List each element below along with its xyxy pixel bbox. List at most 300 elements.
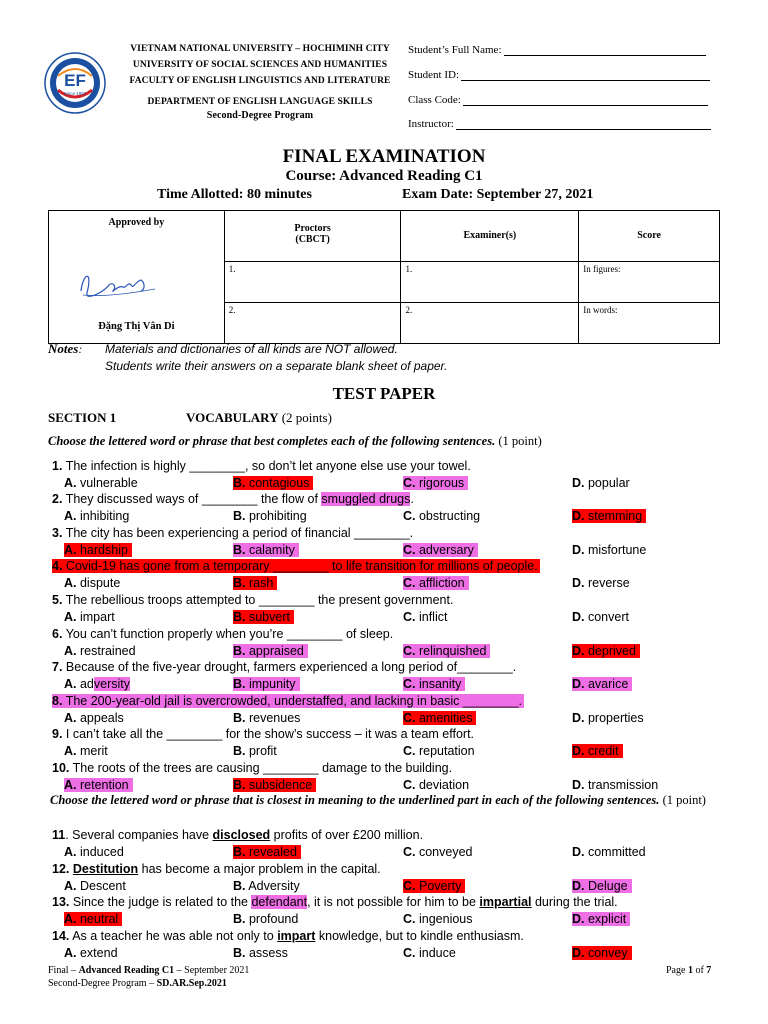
question-1 [52, 458, 471, 474]
question-stem: knowledge, but to kindle enthusiasm. [315, 929, 524, 943]
option-1-a[interactable] [64, 475, 138, 491]
question-5 [52, 592, 453, 608]
question-number: 2. [52, 492, 63, 506]
option-11-b[interactable] [233, 844, 301, 860]
option-text: appraised [248, 644, 304, 658]
question-stem: They discussed ways of ________ the flow of [65, 492, 322, 506]
option-10-c[interactable] [403, 777, 469, 793]
option-highlight [233, 677, 300, 691]
question-number: 13. [52, 895, 70, 909]
student-name-label: Student’s Full Name: [408, 44, 502, 56]
instruction-1-points: (1 point) [498, 434, 542, 448]
option-letter: D. [572, 576, 585, 590]
option-letter: A. [64, 543, 77, 557]
test-paper-title: TEST PAPER [332, 384, 436, 403]
option-text: subsidence [248, 778, 313, 792]
option-letter: D. [572, 644, 585, 658]
option-13-d[interactable] [572, 911, 630, 927]
option-11-a[interactable] [64, 844, 124, 860]
option-6-a[interactable] [64, 643, 136, 659]
option-5-a[interactable] [64, 609, 115, 625]
instructor-label: Instructor: [408, 118, 454, 130]
option-text: committed [587, 845, 646, 859]
option-13-c[interactable] [403, 911, 473, 927]
footer-l1-course: Advanced Reading C1 [78, 965, 175, 976]
page-current: 1 [687, 965, 693, 976]
option-text: retention [79, 778, 129, 792]
option-14-a[interactable] [64, 945, 118, 961]
option-text: Deluge [587, 879, 628, 893]
option-text: rigorous [418, 476, 465, 490]
option-letter: B. [233, 644, 246, 658]
option-2-b[interactable] [233, 508, 307, 524]
option-text: inflict [418, 610, 448, 624]
option-letter: B. [233, 946, 246, 960]
underlined-term: impartial [479, 895, 532, 909]
option-highlight [403, 576, 469, 590]
option-letter: A. [64, 711, 77, 725]
section-label: SECTION 1 [48, 410, 117, 425]
instruction-1 [48, 434, 542, 449]
option-highlight [572, 946, 632, 960]
option-1-d[interactable] [572, 475, 630, 491]
option-highlight [233, 476, 313, 490]
option-text: reputation [418, 744, 475, 758]
question-stem: Since the judge is related to the [72, 895, 252, 909]
option-letter: A. [64, 912, 77, 926]
option-text: relinquished [418, 644, 487, 658]
option-letter: B. [233, 711, 246, 725]
option-9-b[interactable] [233, 743, 277, 759]
question-number: 12. [52, 862, 70, 876]
option-5-c[interactable] [403, 609, 447, 625]
option-8-d[interactable] [572, 710, 644, 726]
question-stem: Because of the five-year drought, farmers experienced a long period of________. [65, 660, 517, 674]
question-number: 14. [52, 929, 70, 943]
question-number: 9. [52, 727, 63, 741]
option-letter: A. [64, 845, 77, 859]
option-letter: B. [233, 912, 246, 926]
question-stem-highlight: smuggled drugs [321, 492, 411, 506]
option-highlight [403, 644, 490, 658]
underlined-term: disclosed [212, 828, 271, 842]
option-letter: D. [572, 778, 585, 792]
option-text: stemming [587, 509, 643, 523]
option-letter: B. [233, 610, 246, 624]
question-stem: I can’t take all the ________ for the show’s success – it was a team effort. [65, 727, 475, 741]
option-letter: A. [64, 677, 77, 691]
option-text: convey [587, 946, 628, 960]
option-highlight [572, 879, 632, 893]
option-text: dispute [79, 576, 121, 590]
option-letter: C. [403, 476, 416, 490]
option-text: Poverty [418, 879, 462, 893]
question-stem: You can’t function properly when you’re ________ of sleep. [65, 627, 394, 641]
question-3 [52, 525, 413, 541]
option-letter: C. [403, 509, 416, 523]
option-highlight [64, 778, 133, 792]
question-10 [52, 760, 452, 776]
option-7-b[interactable] [233, 676, 300, 692]
option-highlight [233, 576, 277, 590]
header-program: Second-Degree Program [206, 110, 314, 121]
option-text: calamity [248, 543, 295, 557]
option-text: conveyed [418, 845, 473, 859]
option-text: misfortune [587, 543, 647, 557]
option-1-b[interactable] [233, 475, 313, 491]
option-text: deprived [587, 644, 636, 658]
score-in-figures[interactable]: In figures: [579, 261, 720, 303]
examiners-header: Examiner(s) [401, 211, 579, 262]
option-highlight [572, 644, 640, 658]
option-text: neutral [79, 912, 119, 926]
underlined-term: Destitution [72, 862, 139, 876]
section-name: VOCABULARY [186, 410, 279, 425]
option-text: avarice [587, 677, 629, 691]
question-6 [52, 626, 393, 642]
instruction-2-points: (1 point) [662, 793, 706, 807]
option-text: rash [248, 576, 274, 590]
question-2 [52, 491, 414, 507]
question-number: 6. [52, 627, 63, 641]
option-highlight [572, 912, 630, 926]
option-3-b[interactable] [233, 542, 299, 558]
question-stem: during the trial. [531, 895, 618, 909]
option-letter: A. [64, 778, 77, 792]
option-letter: B. [233, 778, 246, 792]
option-letter: C. [403, 543, 416, 557]
option-12-c[interactable] [403, 878, 465, 894]
option-text: Adversity [248, 879, 300, 893]
section-points: (2 points) [281, 410, 332, 425]
option-2-c[interactable] [403, 508, 480, 524]
option-letter: C. [403, 677, 416, 691]
option-10-a[interactable] [64, 777, 133, 793]
question-stem: . [410, 492, 414, 506]
page-number [666, 965, 711, 976]
option-4-d[interactable] [572, 575, 630, 591]
option-text: contagious [248, 476, 310, 490]
option-text: restrained [79, 644, 136, 658]
option-text: subvert [248, 610, 290, 624]
question-number: 10. [52, 761, 70, 775]
instruction-2 [50, 793, 718, 808]
section-name-row [186, 410, 332, 426]
notes-label-row: Notes: [48, 341, 83, 356]
question-number: 4. [52, 559, 63, 573]
proctors-header [224, 211, 401, 262]
question-number: 7. [52, 660, 63, 674]
question-13 [52, 894, 618, 910]
option-4-c[interactable] [403, 575, 469, 591]
option-5-b[interactable] [233, 609, 294, 625]
option-11-c[interactable] [403, 844, 473, 860]
course-title: Course: Advanced Reading C1 [285, 168, 483, 184]
option-4-b[interactable] [233, 575, 277, 591]
option-text: prohibiting [248, 509, 307, 523]
university-logo [44, 52, 106, 114]
question-8 [52, 693, 524, 709]
question-stem-highlight: defendant [251, 895, 308, 909]
option-letter: D. [572, 610, 585, 624]
option-6-b[interactable] [233, 643, 308, 659]
option-text: ad [79, 677, 94, 691]
option-letter: C. [403, 912, 416, 926]
option-highlight [403, 476, 468, 490]
option-highlight [233, 778, 316, 792]
option-text: vulnerable [79, 476, 138, 490]
option-1-c[interactable] [403, 475, 468, 491]
option-letter: A. [64, 509, 77, 523]
score-in-words[interactable]: In words: [579, 303, 720, 344]
option-letter: D. [572, 711, 585, 725]
examiner-2[interactable]: 2. [401, 303, 579, 344]
instructor-field[interactable] [408, 118, 711, 130]
option-7-d[interactable] [572, 676, 632, 692]
question-stem: The infection is highly ________, so don’t let anyone else use your towel. [65, 459, 471, 473]
option-14-d[interactable] [572, 945, 632, 961]
question-12 [52, 861, 381, 877]
option-letter: A. [64, 476, 77, 490]
option-text: ingenious [418, 912, 473, 926]
option-11-d[interactable] [572, 844, 646, 860]
option-text: amenities [418, 711, 473, 725]
option-text: impart [79, 610, 115, 624]
option-text: explicit [587, 912, 627, 926]
option-text: hardship [79, 543, 128, 557]
examiner-1[interactable]: 1. [401, 261, 579, 303]
notes-line-1: Materials and dictionaries of all kinds are NOT allowed. [105, 342, 398, 356]
option-letter: A. [64, 576, 77, 590]
time-allotted: Time Allotted: 80 minutes [157, 187, 312, 202]
class-code-label: Class Code: [408, 94, 461, 106]
question-9 [52, 726, 474, 742]
option-14-c[interactable] [403, 945, 456, 961]
option-text: transmission [587, 778, 659, 792]
option-text: revealed [248, 845, 297, 859]
option-letter: B. [233, 677, 246, 691]
notes-line-2: Students write their answers on a separate blank sheet of paper. [105, 359, 448, 373]
question-number: 3. [52, 526, 63, 540]
question-number: 11 [52, 828, 66, 842]
underlined-term: impart [277, 929, 316, 943]
footer-l2-code: SD.AR.Sep.2021 [156, 978, 227, 989]
option-highlight [64, 543, 132, 557]
option-letter: C. [403, 946, 416, 960]
approver-name: Đặng Thị Vân Di [98, 321, 175, 332]
option-3-a[interactable] [64, 542, 132, 558]
proctor-2[interactable]: 2. [224, 303, 401, 344]
question-stem-highlight [52, 559, 540, 573]
header-university-2: UNIVERSITY OF SOCIAL SCIENCES AND HUMANITIES [132, 60, 388, 70]
option-14-b[interactable] [233, 945, 288, 961]
option-highlight [403, 711, 476, 725]
option-letter: B. [233, 509, 246, 523]
option-highlight [233, 845, 301, 859]
option-4-a[interactable] [64, 575, 120, 591]
option-letter: D. [572, 946, 585, 960]
option-letter: C. [403, 744, 416, 758]
option-10-b[interactable] [233, 777, 316, 793]
option-5-d[interactable] [572, 609, 629, 625]
notes-label: Notes [48, 341, 79, 356]
instruction-2-text: Choose the lettered word or phrase that is closest in meaning to the underlined part in each of the following sentences. [50, 793, 660, 807]
option-letter: D. [572, 543, 585, 557]
option-letter: C. [403, 576, 416, 590]
question-stem: The 200-year-old jail is overcrowded, understaffed, and lacking in basic ________. [65, 694, 522, 708]
option-7-c[interactable] [403, 676, 465, 692]
option-text: convert [587, 610, 629, 624]
option-letter: D. [572, 879, 585, 893]
student-id-label: Student ID: [408, 69, 460, 81]
option-text: profound [248, 912, 299, 926]
option-3-d[interactable] [572, 542, 646, 558]
page-total: 7 [706, 965, 712, 976]
signature [73, 263, 163, 303]
option-letter: A. [64, 610, 77, 624]
option-letter: D. [572, 476, 585, 490]
option-text: inhibiting [79, 509, 130, 523]
option-text: credit [587, 744, 619, 758]
question-stem: The city has been experiencing a period of financial ________. [65, 526, 414, 540]
footer-l1-pre: Final – [48, 965, 79, 976]
option-letter: C. [403, 610, 416, 624]
question-stem: has become a major problem in the capital. [138, 862, 381, 876]
option-letter: B. [233, 476, 246, 490]
option-highlight [233, 644, 308, 658]
student-name-field[interactable] [408, 44, 706, 56]
page-pre: Page [666, 965, 688, 976]
option-3-c[interactable] [403, 542, 478, 558]
class-code-field[interactable] [408, 94, 708, 106]
question-4 [52, 558, 540, 574]
option-8-c[interactable] [403, 710, 476, 726]
option-letter: D. [572, 509, 585, 523]
option-text: reverse [587, 576, 630, 590]
option-letter: C. [403, 644, 416, 658]
score-header: Score [579, 211, 720, 262]
exam-date: Exam Date: September 27, 2021 [402, 187, 594, 202]
approved-by-label: Approved by [108, 217, 165, 228]
option-text: insanity [418, 677, 462, 691]
question-stem: Covid-19 has gone from a temporary ________ to life transition for millions of people. [65, 559, 538, 573]
option-12-d[interactable] [572, 878, 632, 894]
header-university-1: VIETNAM NATIONAL UNIVERSITY – HOCHIMINH CITY [130, 44, 390, 54]
option-letter: B. [233, 576, 246, 590]
option-highlight [403, 677, 465, 691]
option-text-highlight: versity [93, 677, 131, 691]
instruction-1-text: Choose the lettered word or phrase that best completes each of the following sentences. [48, 434, 496, 448]
option-text: Descent [79, 879, 126, 893]
option-text: obstructing [418, 509, 481, 523]
option-letter: A. [64, 744, 77, 758]
option-13-a[interactable] [64, 911, 122, 927]
option-letter: C. [403, 711, 416, 725]
option-text: induce [418, 946, 456, 960]
option-text: merit [79, 744, 108, 758]
option-text: revenues [248, 711, 301, 725]
option-letter: B. [233, 879, 246, 893]
option-highlight [64, 912, 122, 926]
option-highlight [572, 509, 646, 523]
option-letter: A. [64, 644, 77, 658]
approval-table [48, 210, 720, 344]
option-9-c[interactable] [403, 743, 475, 759]
option-highlight [572, 677, 632, 691]
option-letter: D. [572, 912, 585, 926]
exam-title: FINAL EXAMINATION [282, 146, 486, 167]
option-text: affliction [418, 576, 465, 590]
footer-l1-post: – September 2021 [174, 965, 250, 976]
option-text: deviation [418, 778, 470, 792]
option-6-d[interactable] [572, 643, 640, 659]
option-text: popular [587, 476, 630, 490]
question-7 [52, 659, 516, 675]
footer-line-2 [48, 978, 227, 989]
option-12-b[interactable] [233, 878, 300, 894]
option-letter: B. [233, 543, 246, 557]
option-letter: B. [233, 744, 246, 758]
proctor-1[interactable]: 1. [224, 261, 401, 303]
header-faculty: FACULTY OF ENGLISH LINGUISTICS AND LITERATURE [129, 76, 391, 86]
option-6-c[interactable] [403, 643, 490, 659]
question-stem: , it is not possible for him to be [307, 895, 480, 909]
option-8-a[interactable] [64, 710, 124, 726]
question-14 [52, 928, 524, 944]
question-number: 5. [52, 593, 63, 607]
question-stem: profits of over £200 million. [270, 828, 424, 842]
question-11 [52, 827, 423, 843]
question-stem: As a teacher he was able not only to [72, 929, 278, 943]
option-2-a[interactable] [64, 508, 129, 524]
option-letter: D. [572, 677, 585, 691]
proctors-label: Proctors [294, 223, 331, 234]
option-9-d[interactable] [572, 743, 623, 759]
option-letter: C. [403, 879, 416, 893]
option-10-d[interactable] [572, 777, 658, 793]
question-stem: . Several companies have [65, 828, 213, 842]
option-highlight [233, 543, 299, 557]
option-9-a[interactable] [64, 743, 108, 759]
cbct-label: (CBCT) [295, 234, 330, 245]
option-highlight [403, 879, 465, 893]
footer-l2-pre: Second-Degree Program – [48, 978, 157, 989]
option-text: induced [79, 845, 124, 859]
footer-line-1 [48, 965, 249, 976]
option-text: appeals [79, 711, 124, 725]
option-13-b[interactable] [233, 911, 298, 927]
option-letter: C. [403, 845, 416, 859]
question-number: 8. [52, 694, 63, 708]
option-7-a[interactable] [64, 676, 130, 692]
option-highlight [572, 744, 623, 758]
option-highlight [233, 610, 294, 624]
student-id-field[interactable] [408, 69, 710, 81]
logo-text: EF [64, 71, 86, 90]
option-2-d[interactable] [572, 508, 646, 524]
option-8-b[interactable] [233, 710, 300, 726]
option-text: assess [248, 946, 288, 960]
question-stem-highlight [52, 694, 524, 708]
option-letter: A. [64, 879, 77, 893]
option-letter: D. [572, 845, 585, 859]
option-12-a[interactable] [64, 878, 126, 894]
header-department: DEPARTMENT OF ENGLISH LANGUAGE SKILLS [147, 97, 373, 107]
option-highlight [403, 543, 478, 557]
option-text: impunity [248, 677, 296, 691]
option-letter: A. [64, 946, 77, 960]
option-text: adversary [418, 543, 474, 557]
